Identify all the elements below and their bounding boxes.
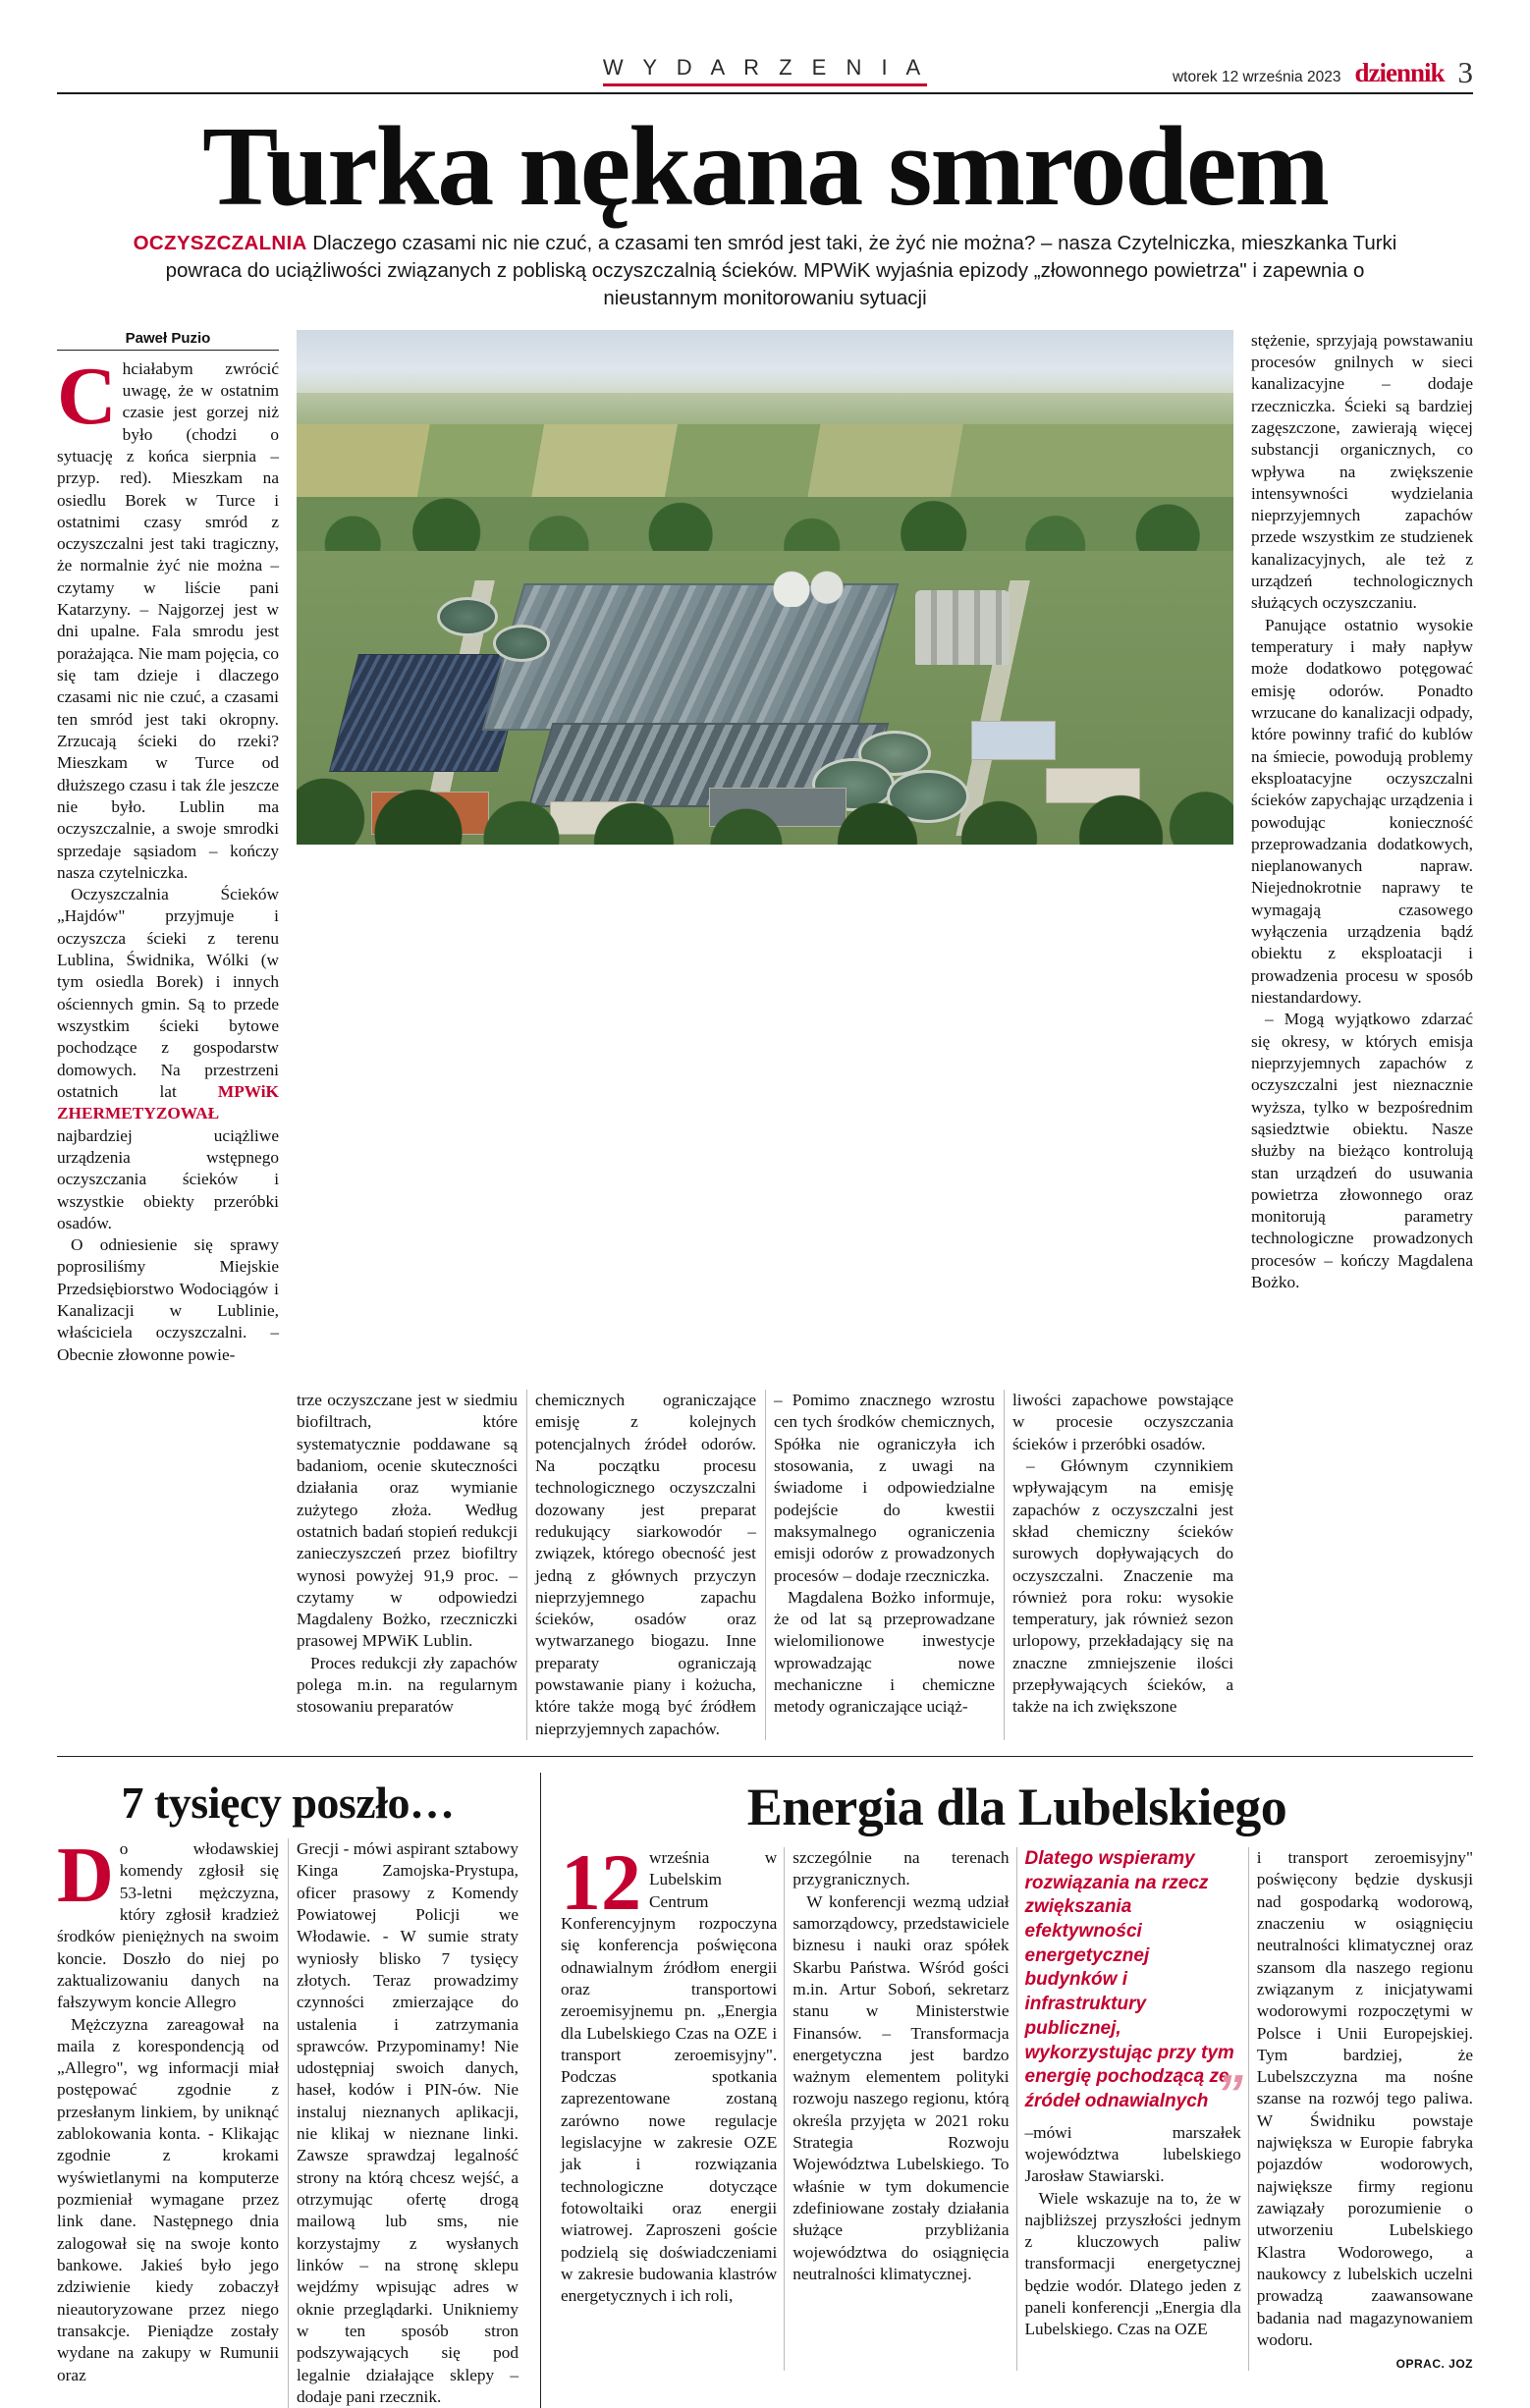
- pull-quote-text: Dlatego wspieramy rozwiązania na rzecz zwiększania efektywności energetycznej budynków i infrastruktury publicznej, wykorzystując przy tym energię pochodzącą ze źródeł odnawialnych: [1024, 1848, 1234, 2111]
- paragraph: liwości zapachowe powstające w procesie oczyszczania ścieków i przeróbki osadów.: [1012, 1391, 1233, 1453]
- article3-column-3: [1025, 1847, 1241, 2371]
- photo-silos: [915, 590, 1010, 665]
- paragraph: i transport zeroemisyjny" poświęcony będzie dyskusji nad gospodarką wodorową, znaczeniu w osiągnięciu neutralności klimatycznej oraz szansom dla naszego regionu związanym z inicjatywami wodorowymi rozpoczętymi w Polsce i Unii Europejskiej. Tym bardziej, że Lubelszczyzna ma nośne szanse na rozwój tego paliwa. W Świdniku powstaje największa w Europie fabryka pojazdów wodorowych, największe firmy regionu zawiązały porozumienie o utworzeniu Lubelskiego Klastra Wodorowego, a naukowcy z lubelskich uczelni prowadzą zaawansowane badania nad magazynowaniem wodoru.: [1256, 1848, 1473, 2349]
- masthead-center: [524, 55, 1006, 86]
- paragraph: Panujące ostatnio wysokie temperatury i mały napływ może dodatkowo potęgować emisję odorów. Ponadto wrzucane do kanalizacji odpady, które powinny trafić do kublów na śmiecie, powodują problemy eksploatacyjne oczyszczalni ścieków zapychając urządzenia i powodując konieczność przeprowadzania dodatkowych, nieplanowanych napraw. Niejednokrotnie naprawy te wymagają czasowego wyłączenia urządzenia bądź obiektu z eksploatacji i prowadzenia procesu w sposób niestandardowy.: [1251, 615, 1473, 1007]
- article3-column-1: [561, 1837, 778, 2371]
- paragraph: Mężczyzna zareagował na maila z korespondencją od „Allegro", wg informacji miał postępować zgodnie z przesłanym linkiem, by uniknąć zablokowania konta. - Klikając zgodnie z krokami wyświetlanymi na komputerze pozmieniał wymagane przez link dane. Następnego dnia zalogował się na swoje konto bankowe. Jakieś było jego zdziwienie kiedy zobaczył nieautoryzowane przez niego transakcje. Pieniądze zostały wydane na zakupy w Rumunii oraz: [57, 2014, 279, 2384]
- article-energia: [540, 1773, 1473, 2408]
- paragraph-part: najbardziej uciążliwe urządzenia wstępnego oczyszczania ścieków i wszystkie obiekty przeróbki osadów.: [57, 1125, 279, 1232]
- main-article-lower: [57, 1376, 1473, 1740]
- photo-tank: [493, 625, 550, 662]
- drop-number: 12: [561, 1837, 641, 1927]
- lead-tag: OCZYSZCZALNIA: [133, 232, 307, 254]
- article-column-6: [1251, 330, 1473, 1366]
- article-column-2: [297, 1390, 518, 1740]
- masthead-right: [1006, 51, 1473, 89]
- article-lead: [126, 230, 1404, 312]
- photo-domes: [765, 564, 853, 607]
- article-column-4: [774, 1390, 995, 1740]
- paragraph: – Pomimo znacznego wzrostu cen tych środków chemicznych, Spółka nie ograniczyła ich stosowania, z uwagi na świadome i odpowiedzialne podejście do kwestii maksymalnego ograniczenia emisji odorów z prowadzonych procesów – dodaje rzeczniczka.: [774, 1391, 995, 1585]
- paragraph: Chciałabym zwrócić uwagę, że w ostatnim czasie jest gorzej niż było (chodzi o sytuację z końca sierpnia –przyp. red). Mieszkam na osiedlu Borek w Turce i ostatnimi czasy smród z oczyszczalni jest taki tragiczny, że normalnie żyć nie można – czytamy w liście pani Katarzyny. – Najgorzej jest w dni upalne. Fala smrodu jest porażająca. Nie mam pojęcia, co się tam dzieje i dlaczego czasami nic nie czuć, a czasami ten smród jest taki okropny. Zrzucają ścieki do rzeki? Mieszkam w Turce od dłuższego czasu i tak źle jeszcze nie było. Lublin ma oczyszczalnie, a swoje smrodki sprzedaje sąsiadom – kończy nasza czytelniczka.: [57, 350, 279, 882]
- paragraph: – Mogą wyjątkowo zdarzać się okresy, w których emisja nieprzyjemnych zapachów z oczyszczalni jest nieznacznie wyższa, tylko w bezpośrednim sąsiedztwie obiektu. Nasze służby na bieżąco kontrolują stan urządzeń do usuwania powietrza złowonnego oraz monitorują parametry technologiczne prowadzonych procesów – kończy Magdalena Bożko.: [1251, 1010, 1473, 1292]
- article2-title: 7 tysięcy poszło…: [121, 1778, 455, 1828]
- paragraph: [561, 1837, 778, 2308]
- article-7-tysiecy: [57, 1773, 519, 2408]
- paragraph: – Głównym czynnikiem wpływającym na emisję zapachów z oczyszczalni jest skład chemiczny ścieków surowych dopływających do oczyszczalni. Znaczenie ma również pora roku: wysokie temperatury, jak również sezon urlopowy, przekładający się na znaczne zmniejszenie ilości przepływających ścieków, a także na ich zwiększone: [1012, 1455, 1233, 1717]
- paragraph: szczególnie na terenach przygranicznych.: [792, 1848, 1010, 1889]
- page-number: 3: [1457, 55, 1473, 89]
- photo-tank: [437, 597, 498, 636]
- article-photo: [297, 330, 1233, 1366]
- paragraph: Do włodawskiej komendy zgłosił się 53-letni mężczyzna, który zgłosił kradzież środków pieniężnych na swoim koncie. Doszło do niej po zaktualizowaniu danych na fałszywym koncie Allegro: [57, 1833, 279, 2012]
- highlighted-term: MPWiK ZHERMETYZOWAŁ: [57, 1081, 279, 1123]
- paragraph: trze oczyszczane jest w siedmiu biofiltrach, które systematycznie poddawane są badaniom, ocenie skuteczności działania oraz wymianie zużytego złoża. Według ostatnich badań stopień redukcji zanieczyszczeń przez biofiltry wynosi powyżej 91,9 proc. – czytamy w odpowiedzi Magdaleny Bożko, rzeczniczki prasowej MPWiK Lublin.: [297, 1391, 518, 1651]
- paragraph: Grecji - mówi aspirant sztabowy Kinga Zamojska-Prystupa, oficer prasowy z Komendy Powiatowej Policji we Włodawie. - W sumie straty wyniosły blisko 7 tysięcy złotych. Teraz prowadzimy czynności zmierzające do ustalenia i zatrzymania sprawców. Przypominamy! Nie udostępniaj swoich danych, haseł, kodów i PIN-ów. Nie instaluj nieznanych aplikacji, nie klikaj w nieznane linki. Zawsze sprawdzaj legalność strony na którą chcesz wejść, a otrzymując ofertę drogą mailową lub sms, nie korzystajmy z wysłanych linków – na stronę sklepu wejdźmy wpisując adres w oknie przeglądarki. Unikniemy w ten sposób stron podszywających się pod legalnie działające sklepy – dodaje pani rzecznik.: [297, 1839, 519, 2406]
- byline: Paweł Puzio: [57, 330, 279, 351]
- horizontal-rule: [57, 1756, 1473, 1757]
- article-column-5: [1012, 1390, 1233, 1740]
- brand-logo: dziennik: [1354, 58, 1445, 87]
- paragraph-part: Oczyszczalnia Ścieków „Hajdów" przyjmuje i oczyszcza ścieki z terenu Lublina, Świdnika, Wólki (w tym osiedla Borek) i innych ościennych gmin. Są to przede wszystkim ścieki bytowe pochodzące z gospodarstw domowych. Na przestrzeni ostatnich lat: [57, 885, 279, 1101]
- issue-date: wtorek 12 września 2023: [1172, 69, 1341, 85]
- article3-columns: [561, 1837, 1473, 2372]
- article3-column-2: [792, 1847, 1009, 2371]
- article3-column-4: [1257, 1847, 1473, 2371]
- bottom-section: [57, 1773, 1473, 2408]
- paragraph-part: września w Lubelskim Centrum Konferencyjnym rozpoczyna się konferencja poświęcona odnawialnym źródłom energii oraz transportowi zeroemisyjnemu pn. „Energia dla Lubelskiego Czas na OZE i transport zeroemisyjny". Podczas spotkania zaprezentowane zostaną zarówno nowe regulacje legislacyjne w zakresie OZE jak i rozwiązania technologiczne dotyczące fotowoltaiki oraz energii wiatrowej. Zaproszeni goście podzielą się doświadczeniami w zakresie budowania klastrów energetycznych i ich roli,: [561, 1848, 778, 2306]
- page-title: Turka nękana smrodem: [201, 104, 1329, 230]
- paragraph: O odniesienie się sprawy poprosiliśmy Miejskie Przedsiębiorstwo Wodociągów i Kanalizacji w Lublinie, właściciela oczyszczalni. – Obecnie złowonne powie-: [57, 1235, 279, 1364]
- section-kicker: W Y D A R Z E N I A: [603, 55, 927, 86]
- article-credit: OPRAC. JOZ: [1395, 2357, 1473, 2372]
- lead-text: Dlaczego czasami nic nie czuć, a czasami ten smród jest taki, że żyć nie można? – nasza Czytelniczka, mieszkanka Turki powraca do uciążliwości związanych z pobliską oczyszczalnią ścieków. MPWiK wyjaśnia epizody „złowonnego powietrza" i zapewnia o nieustannym monitorowaniu sytuacji: [165, 232, 1397, 309]
- pull-quote: [1024, 1847, 1243, 2123]
- lower-columns: [297, 1390, 1233, 1740]
- quote-mark-icon: ”: [1216, 2063, 1243, 2123]
- main-article-grid: [57, 330, 1473, 1366]
- article2-column-2: [297, 1838, 519, 2408]
- article3-title: Energia dla Lubelskiego: [746, 1778, 1287, 1836]
- paragraph: chemicznych ograniczające emisję z kolejnych potencjalnych źródeł odorów. Na początku procesu technologicznego oczyszczalni dozowany jest preparat redukujący siarkowodór – związek, którego obecność jest jedną z głównych przyczyn nieprzyjemnego zapachu ścieków, osadów oraz wytwarzanego biogazu. Inne preparaty ograniczają powstawanie piany i kożucha, które także mogą być źródłem nieprzyjemnych zapachów.: [535, 1391, 756, 1738]
- paragraph: [57, 884, 279, 1234]
- paragraph: W konferencji wezmą udział samorządowcy, przedstawiciele biznesu i nauki oraz spółek Skarbu Państwa. Wśród gości m.in. Artur Soboń, sekretarz stanu w Ministerstwie Finansów. – Transformacja energetyczna jest bardzo ważnym elementem polityki rozwoju naszego regionu, którą określa przyjęta w 2021 roku Strategia Rozwoju Województwa Lubelskiego. To właśnie w tym dokumencie zdefiniowane zostały działania służące przybliżania województwa do osiągnięcia neutralności klimatycznej.: [792, 1891, 1010, 2283]
- masthead: [57, 51, 1473, 94]
- article2-column-1: [57, 1833, 279, 2408]
- paragraph: Wiele wskazuje na to, że w najbliższej przyszłości jednym z kluczowych paliw transformacji energetycznej będzie wodór. Dlatego jeden z paneli konferencji „Energia dla Lubelskiego. Czas na OZE: [1024, 2188, 1241, 2339]
- aerial-photo-wastewater-plant: [297, 330, 1233, 845]
- photo-foreground-trees: [297, 752, 1233, 845]
- paragraph: stężenie, sprzyjają powstawaniu procesów gnilnych w sieci kanalizacyjne – dodaje rzeczniczka. Ścieki są bardziej zagęszczone, zawierają więcej substancji organicznych, co wpływa na zwiększenie intensywności wydzielania nieprzyjemnych zapachów przede wszystkim ze studzienek kanalizacyjnych, ale też z urządzeń technologicznych służących oczyszczaniu.: [1251, 330, 1473, 613]
- paragraph: –mówi marszałek województwa lubelskiego Jarosław Stawiarski.: [1024, 2122, 1241, 2186]
- paragraph: Proces redukcji zły zapachów polega m.in. na regularnym stosowaniu preparatów: [297, 1653, 518, 1717]
- paragraph: Magdalena Bożko informuje, że od lat są przeprowadzane wielomilionowe inwestycje wprowadzając nowe mechaniczne i chemiczne metody ograniczające uciąż-: [774, 1587, 995, 1717]
- article2-columns: [57, 1833, 519, 2408]
- article-column-1: [57, 330, 279, 1366]
- article-column-3: [535, 1390, 756, 1740]
